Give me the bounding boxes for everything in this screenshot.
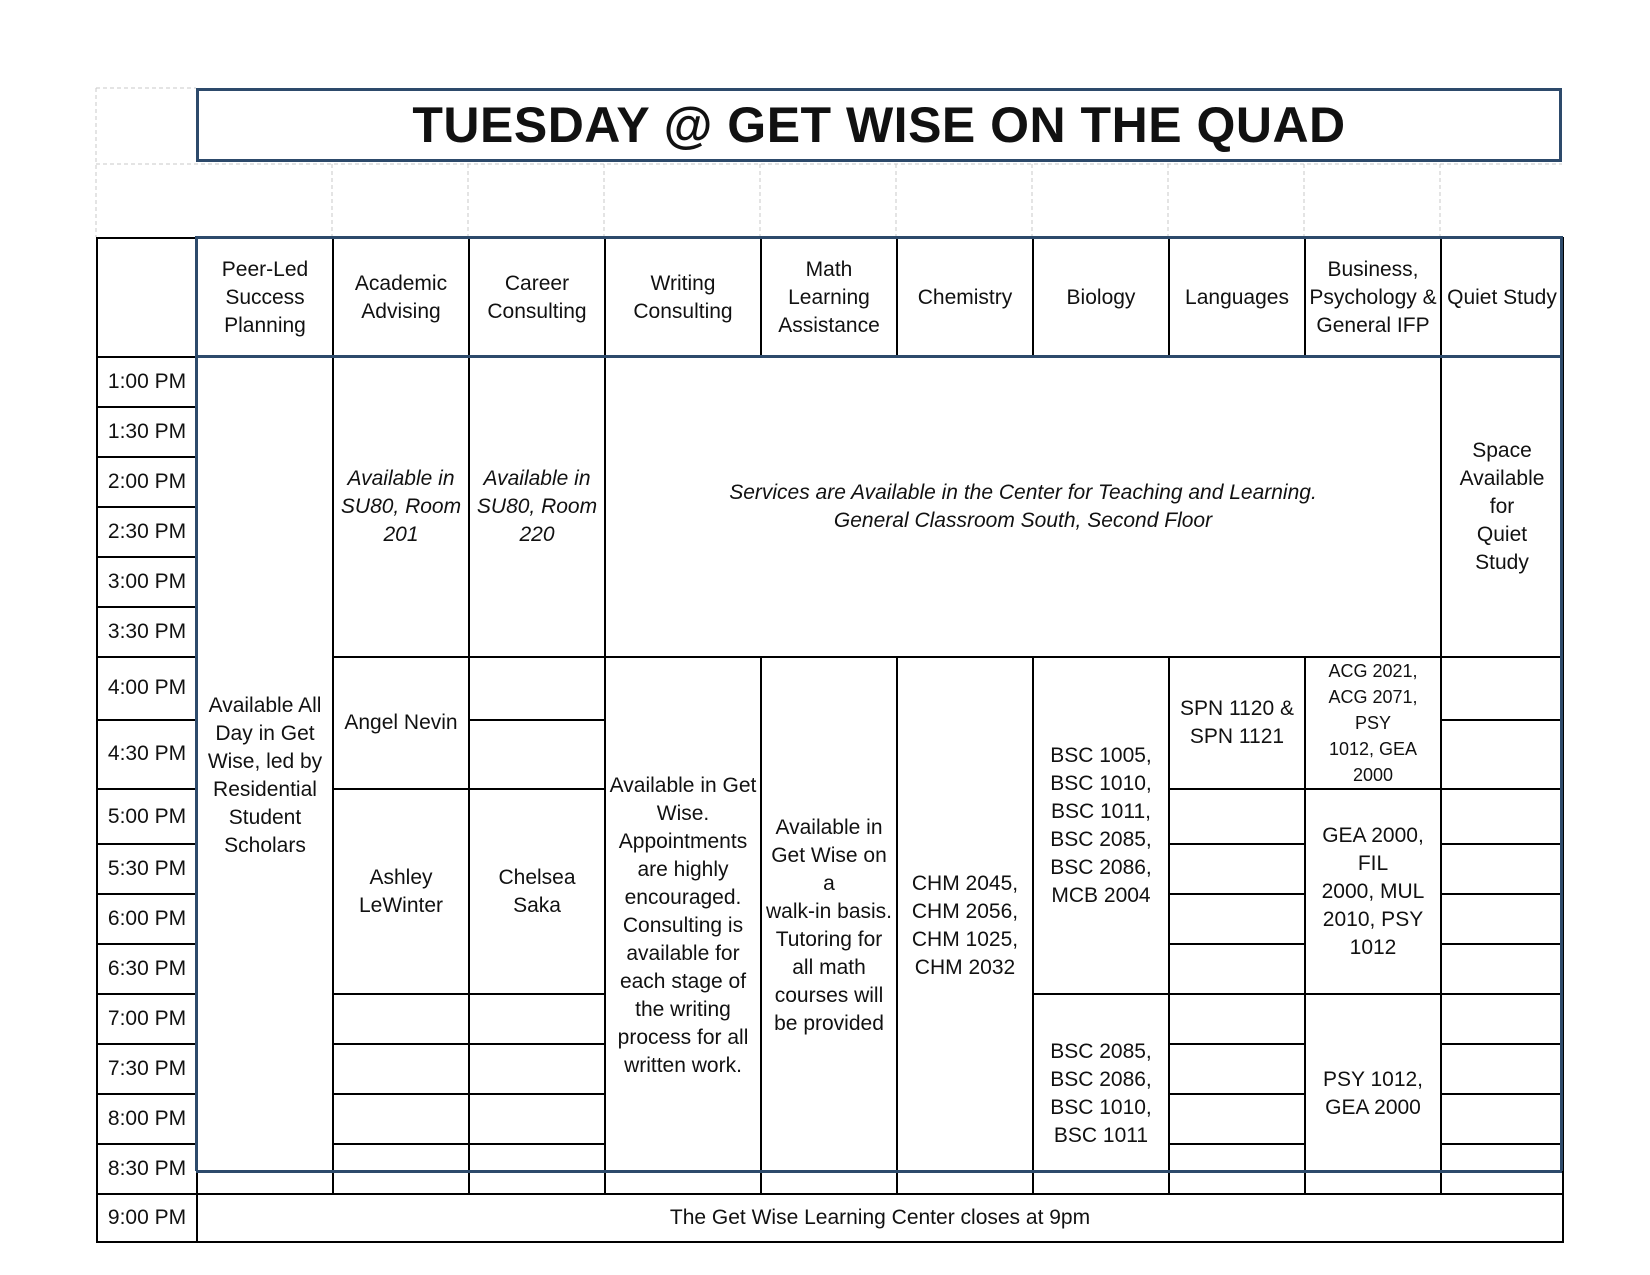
cell-advising-angel: Angel Nevin xyxy=(333,657,469,789)
time-label: 6:30 PM xyxy=(97,944,197,994)
col-header-languages: Languages xyxy=(1169,238,1305,357)
cell-business-2: GEA 2000, FIL 2000, MUL 2010, PSY 1012 xyxy=(1305,789,1441,994)
col-header-quiet-study: Quiet Study xyxy=(1441,238,1563,357)
empty-cell xyxy=(469,1094,605,1144)
time-label: 3:30 PM xyxy=(97,607,197,657)
col-header-biology: Biology xyxy=(1033,238,1169,357)
time-label: 6:00 PM xyxy=(97,894,197,944)
cell-languages: SPN 1120 & SPN 1121 xyxy=(1169,657,1305,789)
cell-business-1: ACG 2021, ACG 2071, PSY 1012, GEA 2000 xyxy=(1305,657,1441,789)
time-label: 1:30 PM xyxy=(97,407,197,457)
time-row xyxy=(97,357,1563,407)
cell-career-su80: Available in SU80, Room 220 xyxy=(469,357,605,657)
time-label: 8:00 PM xyxy=(97,1094,197,1144)
col-header-academic-advising: Academic Advising xyxy=(333,238,469,357)
empty-cell xyxy=(1441,894,1563,944)
empty-cell xyxy=(333,1094,469,1144)
empty-cell xyxy=(469,657,605,720)
empty-cell xyxy=(1441,1144,1563,1194)
time-label: 3:00 PM xyxy=(97,557,197,607)
col-header-math: Math Learning Assistance xyxy=(761,238,897,357)
time-label: 4:30 PM xyxy=(97,720,197,789)
empty-cell xyxy=(1169,1044,1305,1094)
col-header-career-consulting: Career Consulting xyxy=(469,238,605,357)
time-label: 2:00 PM xyxy=(97,457,197,507)
cell-peer-led: Available All Day in Get Wise, led by Residential Student Scholars xyxy=(197,357,333,1194)
schedule-title: TUESDAY @ GET WISE ON THE QUAD xyxy=(412,97,1346,153)
frame-line xyxy=(1560,236,1563,1171)
col-header-peer-led: Peer-Led Success Planning xyxy=(197,238,333,357)
empty-cell xyxy=(1441,844,1563,894)
time-label: 7:00 PM xyxy=(97,994,197,1044)
empty-cell xyxy=(1169,844,1305,894)
empty-cell xyxy=(469,1144,605,1194)
cell-writing: Available in Get Wise. Appointments are highly encouraged. Consulting is available for each stage of the writing process for all written work. xyxy=(605,657,761,1194)
time-label: 2:30 PM xyxy=(97,507,197,557)
schedule-title-box xyxy=(196,88,1562,162)
time-label: 1:00 PM xyxy=(97,357,197,407)
empty-cell xyxy=(1169,894,1305,944)
time-label: 9:00 PM xyxy=(97,1194,197,1242)
empty-cell xyxy=(469,1044,605,1094)
empty-cell xyxy=(1441,1044,1563,1094)
time-label: 8:30 PM xyxy=(97,1144,197,1194)
cell-ctl-notice: Services are Available in the Center for Teaching and Learning. General Classroom South, Second Floor xyxy=(605,357,1441,657)
frame-line xyxy=(196,236,1562,239)
empty-cell xyxy=(1441,657,1563,720)
empty-cell xyxy=(1169,944,1305,994)
col-header-business: Business, Psychology & General IFP xyxy=(1305,238,1441,357)
header-row xyxy=(97,238,1563,357)
empty-cell xyxy=(333,1044,469,1094)
time-label: 5:00 PM xyxy=(97,789,197,844)
empty-cell xyxy=(1441,1094,1563,1144)
empty-cell xyxy=(333,1144,469,1194)
cell-biology-2: BSC 2085, BSC 2086, BSC 1010, BSC 1011 xyxy=(1033,994,1169,1194)
empty-cell xyxy=(1169,789,1305,844)
frame-line xyxy=(196,1170,1562,1173)
cell-business-3: PSY 1012, GEA 2000 xyxy=(1305,994,1441,1194)
cell-advising-su80: Available in SU80, Room 201 xyxy=(333,357,469,657)
cell-biology-1: BSC 1005, BSC 1010, BSC 1011, BSC 2085, BSC 2086, MCB 2004 xyxy=(1033,657,1169,994)
time-label: 4:00 PM xyxy=(97,657,197,720)
time-label: 5:30 PM xyxy=(97,844,197,894)
empty-cell xyxy=(469,720,605,789)
empty-cell xyxy=(1441,789,1563,844)
col-header-chemistry: Chemistry xyxy=(897,238,1033,357)
cell-advising-ashley: Ashley LeWinter xyxy=(333,789,469,994)
empty-cell xyxy=(1169,1094,1305,1144)
cell-math: Available in Get Wise on a walk-in basis. Tutoring for all math courses will be provided xyxy=(761,657,897,1194)
cell-chemistry: CHM 2045, CHM 2056, CHM 1025, CHM 2032 xyxy=(897,657,1033,1194)
closing-row xyxy=(97,1194,1563,1242)
empty-cell xyxy=(333,994,469,1044)
schedule-table xyxy=(96,237,1564,1243)
cell-closing-notice: The Get Wise Learning Center closes at 9pm xyxy=(197,1194,1563,1242)
frame-line xyxy=(195,236,198,1171)
empty-cell xyxy=(469,994,605,1044)
empty-cell xyxy=(1441,944,1563,994)
cell-quiet-study-space: Space Available for Quiet Study xyxy=(1441,357,1563,657)
frame-line xyxy=(196,355,1562,358)
time-header-blank xyxy=(97,238,197,357)
col-header-writing-consulting: Writing Consulting xyxy=(605,238,761,357)
cell-career-chelsea: Chelsea Saka xyxy=(469,789,605,994)
time-label: 7:30 PM xyxy=(97,1044,197,1094)
empty-cell xyxy=(1169,994,1305,1044)
empty-cell xyxy=(1169,1144,1305,1194)
empty-cell xyxy=(1441,994,1563,1044)
empty-cell xyxy=(1441,720,1563,789)
